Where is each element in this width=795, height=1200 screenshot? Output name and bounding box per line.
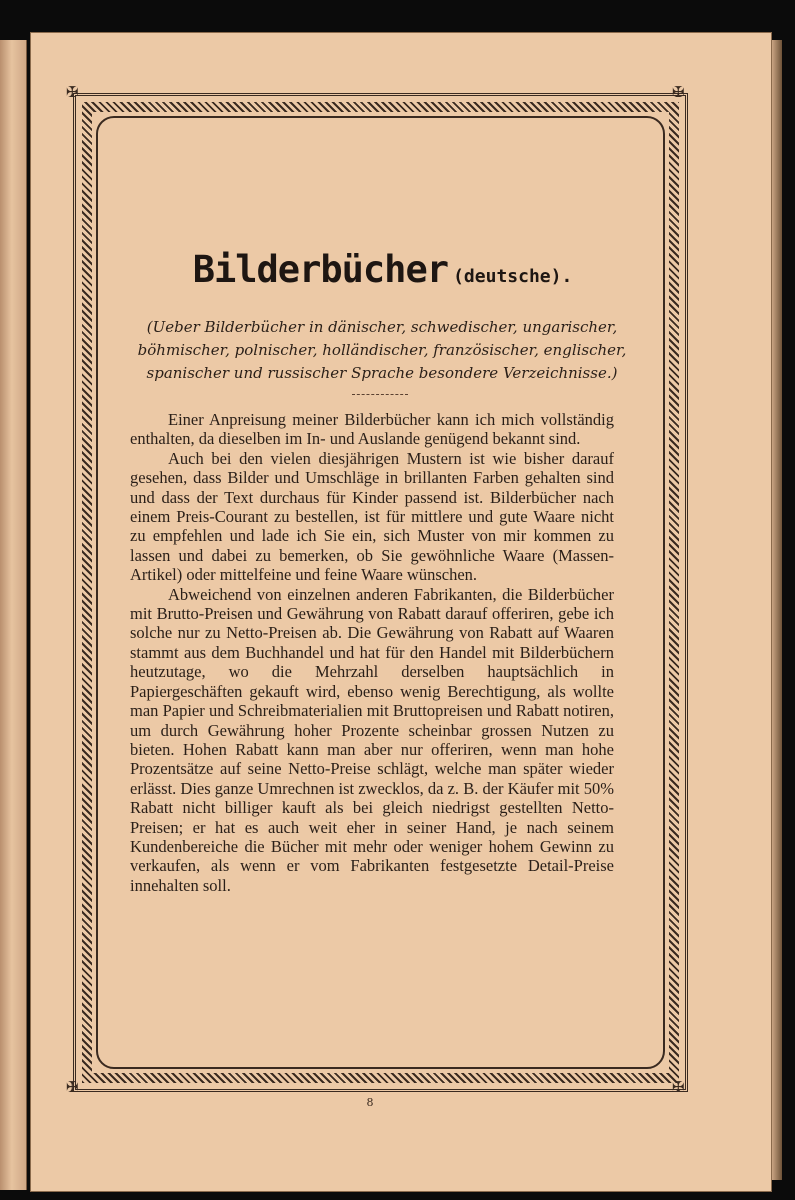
subtitle-note: (Ueber Bilderbücher in dänischer, schwedischer, ungarischer, böhmischer, polnischer, holländischer, französischer, englischer, spanischer und russischer Sprache besondere Verzeichnisse.) xyxy=(137,318,627,382)
page-title xyxy=(100,248,665,291)
title-suffix: (deutsche). xyxy=(453,266,573,287)
paragraph: Einer Anpreisung meiner Bilderbücher kann ich mich vollständig enthalten, da dieselben im In- und Auslande genügend bekannt sind. xyxy=(130,410,614,449)
paragraph: Auch bei den vielen diesjährigen Mustern ist wie bisher darauf gesehen, dass Bilder und Umschläge in brillanten Farben gehalten sind und dass der Text durchaus für Kinder passend ist. Bilderbücher nach einem Preis-Courant zu bestellen, ist für mittlere und gute Waare nicht zu empfehlen und lade ich Sie ein, sich Muster von mir kommen zu lassen und dabei zu bemerken, ob Sie gewöhnliche Waare (Massen-Artikel) oder mittelfeine und feine Waare wünschen. xyxy=(130,448,614,585)
binding-strip xyxy=(0,40,27,1190)
body-text xyxy=(130,410,614,895)
divider-rule xyxy=(352,394,408,395)
corner-ornament-icon: ✠ xyxy=(672,83,685,101)
corner-ornament-icon: ✠ xyxy=(672,1078,685,1096)
corner-ornament-icon: ✠ xyxy=(66,1078,79,1096)
title-main: Bilderbücher xyxy=(192,248,448,291)
corner-ornament-icon: ✠ xyxy=(66,83,79,101)
page-edge xyxy=(772,40,782,1180)
paragraph: Abweichend von einzelnen anderen Fabrikanten, die Bilderbücher mit Brutto-Preisen und Gewährung von Rabatt darauf offeriren, gebe ich solche nur zu Netto-Preisen ab. Die Gewährung von Rabatt auf Waaren stammt aus dem Buchhandel und hat für den Handel mit Bilderbüchern heutzutage, wo die Mehrzahl derselben hauptsächlich in Papiergeschäften gekauft wird, ebenso wenig Berechtigung, als wollte man Papier und Schreibmaterialien mit Bruttopreisen und Rabatt notiren, um durch Gewährung hoher Prozente scheinbar grossen Nutzen zu bieten. Hohen Rabatt kann man aber nur offeriren, wenn man hohe Prozentsätze auf seine Netto-Preise schlägt, welche man später wieder erlässt. Dies ganze Umrechnen ist zwecklos, da z. B. der Käufer mit 50% Rabatt nicht billiger kauft als bei gleich niedrigst gestellten Netto-Preisen; er hat es auch weit eher in seiner Hand, je nach seinem Kundenbereiche die Bücher mit mehr oder weniger hohem Gewinn zu verkaufen, als wenn er vom Fabrikanten festgesetzte Detail-Preise innehalten soll. xyxy=(130,584,614,895)
page-number: 8 xyxy=(366,1096,374,1109)
